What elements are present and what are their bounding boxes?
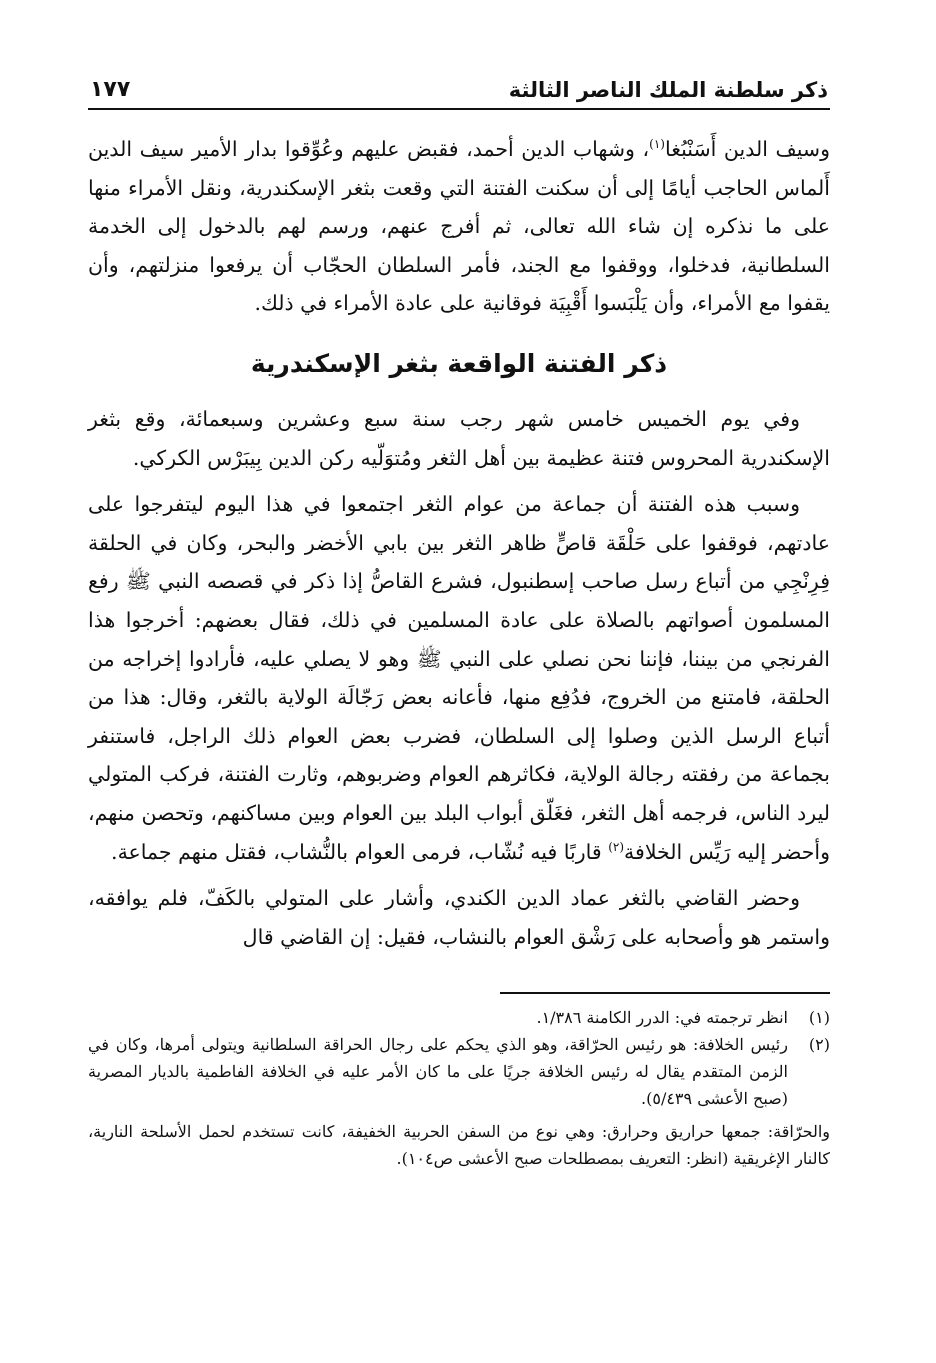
running-header [88,68,830,102]
footnote-1-text: انظر ترجمته في: الدرر الكامنة ١/٣٨٦. [536,1008,788,1028]
body-text [88,130,830,956]
paragraph-1-rest: ، وشهاب الدين أحمد، فقبض عليهم وعُوِّقوا بدار الأمير سيف الدين أَلماس الحاجب أيامًا إلى أن سكنت الفتنة التي وقعت بثغر الإسكندرية، ونقل الأمراء منها على ما نذكره إن شاء الله تعالى، ثم أفرج عنهم، ورسم لهم بالدخول إلى الخدمة السلطانية، فدخلوا، ووقفوا مع الجند، فأمر السلطان الحجّاب أن يرفعوا منزلتهم، وأن يقفوا مع الأمراء، وأن يَلْبَسوا أَقْبِيَة فوقانية على عادة الأمراء في ذلك. [88,137,830,316]
footnotes [88,1004,830,1172]
section-heading: ذكر الفتنة الواقعة بثغر الإسكندرية [250,348,668,378]
header-rule [88,108,830,110]
book-page [88,68,830,1328]
footnote-2-mark: (٢) [808,1035,830,1055]
paragraph-3 [88,485,830,871]
paragraph-1 [88,130,830,323]
page-number: ١٧٧ [90,77,131,102]
paragraph-3-start: وسبب هذه الفتنة أن جماعة من عوام الثغر اجتمعوا في هذا اليوم ليتفرجوا على عادتهم، فوقفوا على حَلْقَة قاصٍّ ظاهر الثغر بين بابي الأخضر والبحر، وكان في الحلقة فِرِنْجِي من أتباع رسل صاحب إسطنبول، فشرع القاصُّ إذا ذكر في قصصه النبي ﷺ رفع المسلمون أصواتهم بالصلاة على عادة المسلمين في ذلك، فقال بعضهم: أخرجوا هذا الفرنجي من بيننا، فإننا نحن نصلي على النبي ﷺ وهو لا يصلي عليه، فأرادوا إخراجه من الحلقة، فامتنع من الخروج، فدُفِع منها، فأعانه بعض رَجّالَة الولاية بالثغر، وقال: هذا من أتباع الرسل الذين وصلوا إلى السلطان، فضرب بعض العوام ذلك الراجل، فاستنفر بجماعة من رفقته رجالة الولاية، فكاثرهم العوام وضربوهم، وثارت الفتنة، فركب المتولي ليرد الناس، فرجمه أهل الثغر، فغَلّق أبواب البلد بين العوام وبين مساكنهم، وتحصن منهم، وأحضر إليه رَيِّس الخلافة [88,492,831,864]
paragraph-4: وحضر القاضي بالثغر عماد الدين الكندي، وأشار على المتولي بالكَفّ، فلم يوافقه، واستمر هو وأصحابه على رَشْق العوام بالنشاب، فقيل: إن القاضي قال [88,886,830,949]
footnote-2-continuation: والحرّاقة: جمعها حراريق وحرارق: وهي نوع من السفن الحربية الخفيفة، كانت تستخدم لحمل الأسلحة النارية، كالنار الإغريقية (انظر: التعريف بمصطلحات صبح الأعشى ص١٠٤). [88,1122,830,1169]
footnote-1 [88,1004,830,1031]
footnote-rule [500,992,830,994]
running-title: ذكر سلطنة الملك الناصر الثالثة [508,78,828,102]
paragraph-3-rest: قاربًا فيه نُشّاب، فرمى العوام بالنُّشاب، فقتل منهم جماعة. [111,839,609,864]
paragraph-2: وفي يوم الخميس خامس شهر رجب سنة سبع وعشرين وسبعمائة، وقع بثغر الإسكندرية المحروس فتنة عظيمة بين أهل الثغر ومُتوَلّيه ركن الدين بِيبَرْس الكركي. [88,406,830,470]
footnote-2-text: رئيس الخلافة: هو رئيس الحرّاقة، وهو الذي يحكم على رجال الحراقة السلطانية ويتولى أمرها، وكان في الزمن المتقدم يقال له رئيس الخلافة جريًا على ما كان الأمر عليه في الخلافة الفاطمية بالديار المصرية (صبح الأعشى ٥/٤٣٩). [88,1035,788,1109]
paragraph-1-start: وسيف الدين أَسَنْبُغا [664,137,830,161]
footnote-1-mark: (١) [808,1008,830,1028]
footnote-2 [88,1031,830,1112]
footnote-ref-1: (١) [649,137,665,152]
footnote-ref-2: (٢) [608,839,625,854]
